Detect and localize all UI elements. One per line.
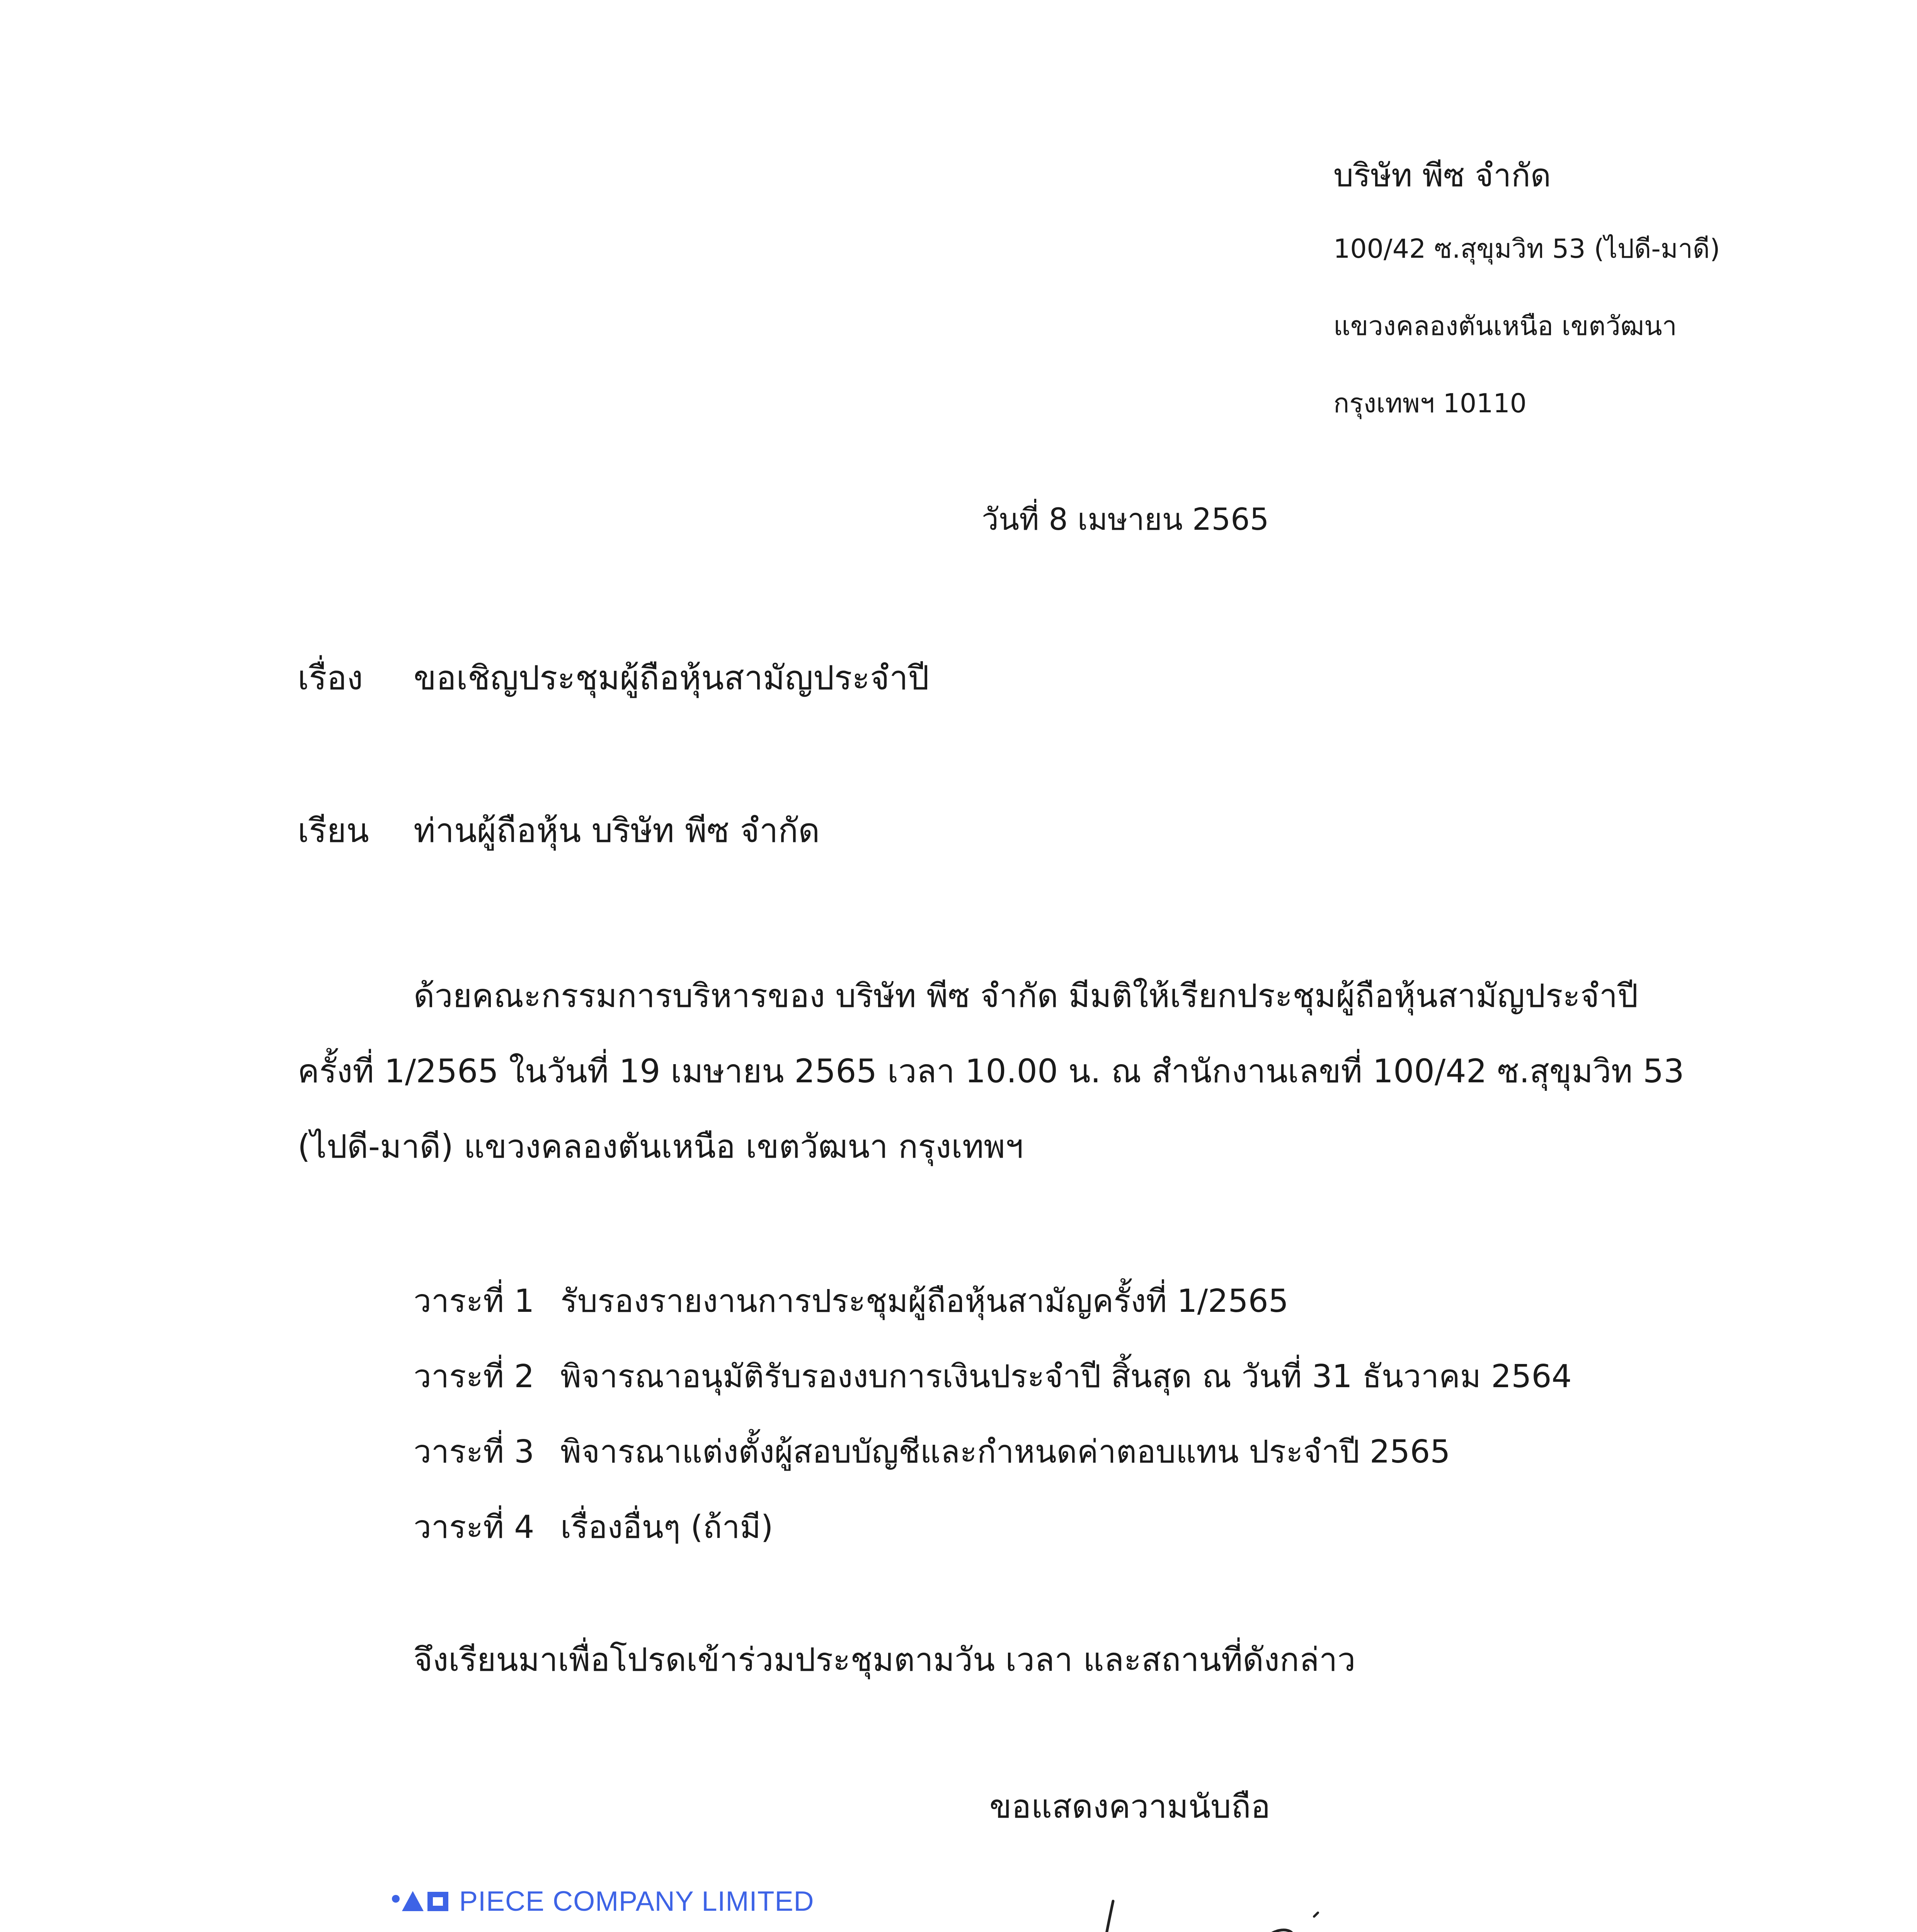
closing-sentence: จึงเรียนมาเพื่อโปรดเข้าร่วมประชุมตามวัน เวลา และสถานที่ดังกล่าว <box>414 1641 1356 1679</box>
agenda-item <box>414 1264 1572 1339</box>
company-stamp <box>390 1886 814 1917</box>
subject-label: เรื่อง <box>298 659 363 697</box>
regards-line: ขอแสดงความนับถือ <box>989 1787 1270 1825</box>
recipient-label: เรียน <box>298 811 369 850</box>
body-line: ครั้งที่ 1/2565 ในวันที่ 19 เมษายน 2565 เวลา 10.00 น. ณ สำนักงานเลขที่ 100/42 ซ.สุขุมวิท 53 <box>298 1052 1684 1090</box>
letter-date: วันที่ 8 เมษายน 2565 <box>982 502 1269 537</box>
recipient-row <box>298 810 820 852</box>
agenda-number: วาระที่ 2 <box>414 1358 535 1395</box>
agenda-item <box>414 1339 1572 1414</box>
company-address-line-3: กรุงเทพฯ 10110 <box>1333 388 1527 419</box>
company-logo-icon <box>390 1888 452 1915</box>
company-name: บริษัท พีซ จำกัด <box>1333 157 1551 194</box>
agenda-item <box>414 1490 1572 1565</box>
agenda-number: วาระที่ 4 <box>414 1509 535 1546</box>
recipient-text: ท่านผู้ถือหุ้น บริษัท พีซ จำกัด <box>414 811 820 850</box>
agenda-text: รับรองรายงานการประชุมผู้ถือหุ้นสามัญครั้งที่ 1/2565 <box>560 1283 1289 1320</box>
agenda-text: พิจารณาแต่งตั้งผู้สอบบัญชีและกำหนดค่าตอบแทน ประจำปี 2565 <box>560 1434 1451 1470</box>
agenda-list <box>414 1264 1572 1565</box>
agenda-number: วาระที่ 1 <box>414 1283 535 1320</box>
agenda-text: เรื่องอื่นๆ (ถ้ามี) <box>560 1509 773 1546</box>
subject-text: ขอเชิญประชุมผู้ถือหุ้นสามัญประจำปี <box>414 659 930 697</box>
agenda-item <box>414 1414 1572 1490</box>
body-paragraph <box>298 958 1728 1184</box>
subject-row <box>298 657 929 699</box>
company-address-line-2: แขวงคลองตันเหนือ เขตวัฒนา <box>1333 311 1677 342</box>
agenda-text: พิจารณาอนุมัติรับรองงบการเงินประจำปี สิ้นสุด ณ วันที่ 31 ธันวาคม 2564 <box>560 1358 1572 1395</box>
body-line-text: ด้วยคณะกรรมการบริหารของ บริษัท พีซ จำกัด มีมติให้เรียกประชุมผู้ถือหุ้นสามัญประจำปี <box>414 977 1638 1015</box>
body-line: (ไปดี-มาดี) แขวงคลองตันเหนือ เขตวัฒนา กรุงเทพฯ <box>298 1128 1023 1165</box>
company-address-line-1: 100/42 ซ.สุขุมวิท 53 (ไปดี-มาดี) <box>1333 234 1720 264</box>
agenda-number: วาระที่ 3 <box>414 1434 535 1470</box>
signature-icon <box>897 1886 1353 1932</box>
stamp-company-text: PIECE COMPANY LIMITED <box>459 1886 814 1917</box>
company-header <box>1333 156 1720 423</box>
body-line <box>298 958 1728 1034</box>
